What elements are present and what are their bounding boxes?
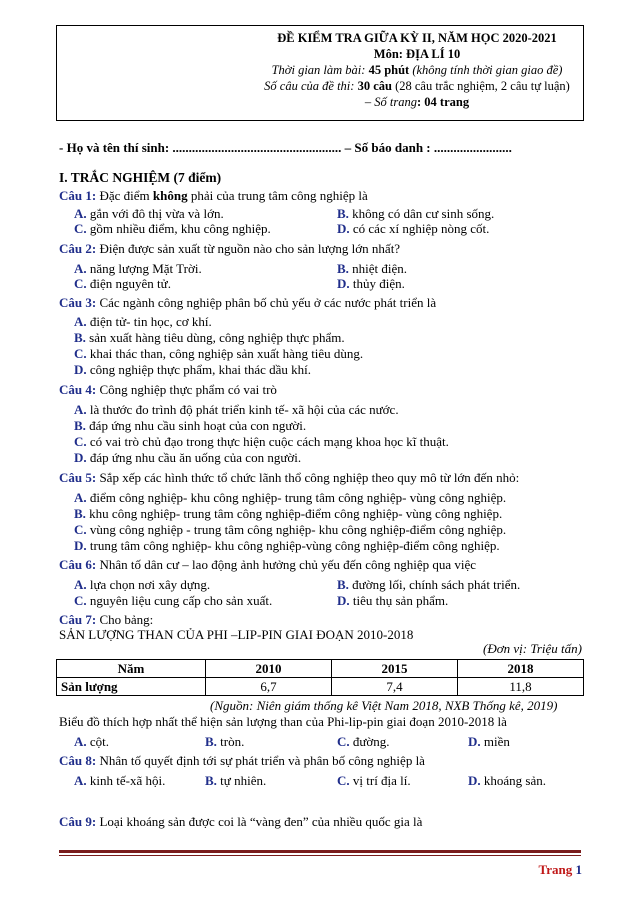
q5-option-d[interactable]: D. trung tâm công nghiệp- khu công nghiệp-vùng công nghiệp-điểm công nghiệp. bbox=[74, 538, 500, 553]
q6-option-d[interactable]: D. tiêu thụ sản phẩm. bbox=[337, 593, 449, 608]
exam-title: ĐỀ KIỂM TRA GIỮA KỲ II, NĂM HỌC 2020-2021 bbox=[277, 31, 557, 45]
q1-option-d[interactable]: D. có các xí nghiệp nòng cốt. bbox=[337, 221, 490, 236]
section-title: I. TRẮC NGHIỆM (7 điểm) bbox=[59, 170, 222, 185]
q6-option-a[interactable]: A. lựa chọn nơi xây dựng. bbox=[74, 577, 211, 592]
exam-count: Số câu của đề thi: 30 câu (28 câu trắc nghiệm, 2 câu tự luận) bbox=[264, 79, 570, 93]
table-row-label: Sản lượng bbox=[57, 678, 206, 696]
footer-rule-thin bbox=[59, 855, 581, 856]
q3-option-c[interactable]: C. khai thác than, công nghiệp sản xuất hàng tiêu dùng. bbox=[74, 346, 364, 361]
question-9: Câu 9: Loại khoáng sản được coi là “vàng đen” của nhiều quốc gia là bbox=[59, 814, 423, 829]
q2-option-c[interactable]: C. điện nguyên tử. bbox=[74, 276, 171, 291]
q7-option-c[interactable]: C. đường. bbox=[337, 734, 390, 749]
table-header-year: Năm bbox=[57, 660, 206, 678]
student-info-line: - Họ và tên thí sinh: .................................................... – Số báo danh : ........................ bbox=[59, 140, 512, 155]
exam-pages: – Số trang: 04 trang bbox=[364, 95, 470, 109]
q2-option-d[interactable]: D. thủy điện. bbox=[337, 276, 405, 291]
data-table bbox=[56, 659, 584, 696]
q2-option-a[interactable]: A. năng lượng Mặt Trời. bbox=[74, 261, 202, 276]
table-header-2010: 2010 bbox=[206, 660, 332, 678]
q1-option-b[interactable]: B. không có dân cư sinh sống. bbox=[337, 206, 495, 221]
q4-option-d[interactable]: D. đáp ứng nhu cầu ăn uống của con người. bbox=[74, 450, 302, 465]
question-1: Câu 1: Đặc điểm không phải của trung tâm công nghiệp là bbox=[59, 188, 368, 203]
table-header-2015: 2015 bbox=[332, 660, 458, 678]
q3-option-d[interactable]: D. công nghiệp thực phẩm, khai thác dầu khí. bbox=[74, 362, 312, 377]
table-cell: 7,4 bbox=[332, 678, 458, 696]
q5-option-c[interactable]: C. vùng công nghiệp - trung tâm công nghiệp- khu công nghiệp-điểm công nghiệp. bbox=[74, 522, 507, 537]
q7-option-d[interactable]: D. miền bbox=[468, 734, 510, 749]
q1-option-c[interactable]: C. gồm nhiều điểm, khu công nghiệp. bbox=[74, 221, 271, 236]
q8-option-a[interactable]: A. kinh tế-xã hội. bbox=[74, 773, 166, 788]
table-cell: 11,8 bbox=[458, 678, 584, 696]
table-row bbox=[57, 678, 584, 696]
q4-option-b[interactable]: B. đáp ứng nhu cầu sinh hoạt của con người. bbox=[74, 418, 307, 433]
exam-header bbox=[252, 30, 582, 110]
exam-time: Thời gian làm bài: 45 phút (không tính thời gian giao đề) bbox=[271, 63, 563, 77]
table-header-2018: 2018 bbox=[458, 660, 584, 678]
exam-subject: Môn: ĐỊA LÍ 10 bbox=[373, 47, 461, 61]
question-7-text: Biểu đồ thích hợp nhất thể hiện sản lượng than của Phi-lip-pin giai đoạn 2010-2018 là bbox=[59, 714, 507, 729]
q6-option-b[interactable]: B. đường lối, chính sách phát triển. bbox=[337, 577, 521, 592]
table-cell: 6,7 bbox=[206, 678, 332, 696]
page-number: Trang 1 bbox=[538, 862, 582, 877]
question-6: Câu 6: Nhân tố dân cư – lao động ảnh hưởng chủ yếu đến công nghiệp qua việc bbox=[59, 557, 477, 572]
q1-option-a[interactable]: A. gắn với đô thị vừa và lớn. bbox=[74, 206, 224, 221]
q3-option-b[interactable]: B. sản xuất hàng tiêu dùng, công nghiệp thực phẩm. bbox=[74, 330, 345, 345]
question-2: Câu 2: Điện được sản xuất từ nguồn nào cho sản lượng lớn nhất? bbox=[59, 241, 401, 256]
q8-option-b[interactable]: B. tự nhiên. bbox=[205, 773, 267, 788]
question-3: Câu 3: Các ngành công nghiệp phân bố chủ yếu ở các nước phát triển là bbox=[59, 295, 437, 310]
table-title: SẢN LƯỢNG THAN CỦA PHI –LIP-PIN GIAI ĐOẠN 2010-2018 bbox=[59, 627, 414, 642]
q6-option-c[interactable]: C. nguyên liệu cung cấp cho sản xuất. bbox=[74, 593, 273, 608]
q7-option-a[interactable]: A. cột. bbox=[74, 734, 110, 749]
q8-option-c[interactable]: C. vị trí địa lí. bbox=[337, 773, 411, 788]
q2-option-b[interactable]: B. nhiệt điện. bbox=[337, 261, 408, 276]
question-8: Câu 8: Nhân tố quyết định tới sự phát triển và phân bố công nghiệp là bbox=[59, 753, 425, 768]
q7-option-b[interactable]: B. tròn. bbox=[205, 734, 245, 749]
q4-option-c[interactable]: C. có vai trò chủ đạo trong thực hiện cuộc cách mạng khoa học kĩ thuật. bbox=[74, 434, 449, 449]
table-unit: (Đơn vị: Triệu tấn) bbox=[482, 641, 582, 656]
table-source: (Nguồn: Niên giám thống kê Việt Nam 2018, NXB Thống kê, 2019) bbox=[210, 698, 558, 713]
question-5: Câu 5: Sắp xếp các hình thức tổ chức lãnh thổ công nghiệp theo quy mô từ lớn đến nhỏ: bbox=[59, 470, 520, 485]
q5-option-a[interactable]: A. điểm công nghiệp- khu công nghiệp- trung tâm công nghiệp- vùng công nghiệp. bbox=[74, 490, 507, 505]
question-4: Câu 4: Công nghiệp thực phẩm có vai trò bbox=[59, 382, 277, 397]
footer-rule bbox=[59, 850, 581, 853]
table-header-row bbox=[57, 660, 584, 678]
q8-option-d[interactable]: D. khoáng sản. bbox=[468, 773, 546, 788]
q4-option-a[interactable]: A. là thước đo trình độ phát triển kinh tế- xã hội của các nước. bbox=[74, 402, 399, 417]
q5-option-b[interactable]: B. khu công nghiệp- trung tâm công nghiệp-điểm công nghiệp- vùng công nghiệp. bbox=[74, 506, 503, 521]
q3-option-a[interactable]: A. điện tử- tin học, cơ khí. bbox=[74, 314, 212, 329]
question-7: Câu 7: Cho bảng: bbox=[59, 612, 154, 627]
